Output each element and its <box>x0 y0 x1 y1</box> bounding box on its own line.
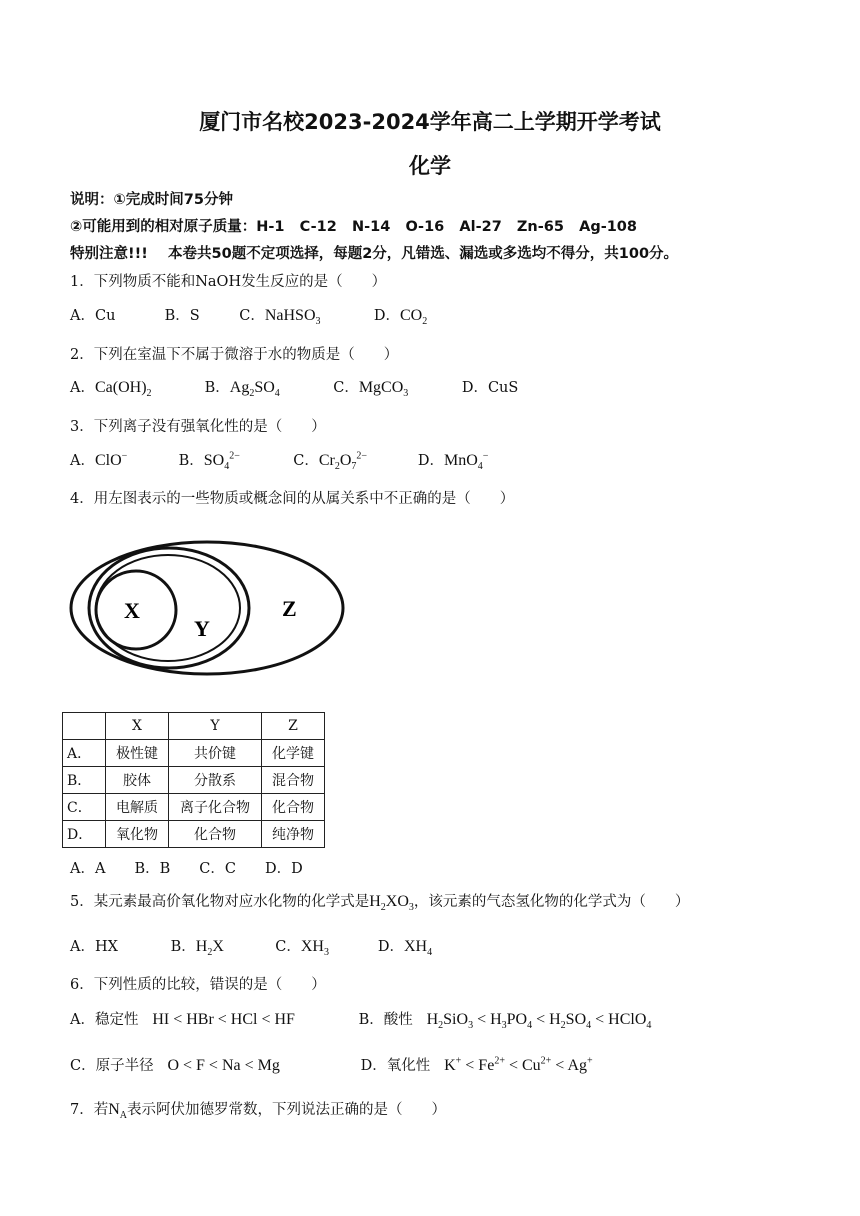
table-row <box>63 794 325 821</box>
table-cell: 胶体 <box>106 767 169 794</box>
table-cell: 离子化合物 <box>169 794 262 821</box>
table-cell: D． <box>63 821 106 848</box>
set-y-ellipse <box>89 548 249 668</box>
q1-option-b: B．S <box>164 308 200 324</box>
set-z-label: Z <box>282 596 297 621</box>
q5-option-a: A．HX <box>70 939 118 955</box>
q2-option-c: C．MgCO$_3$ <box>333 379 409 400</box>
table-row <box>63 821 325 848</box>
exam-title: 厦门市名校2023-2024学年高二上学期开学考试 <box>199 110 661 134</box>
table-cell: 氧化物 <box>106 821 169 848</box>
table-cell: C． <box>63 794 106 821</box>
table-cell <box>63 713 106 740</box>
question-3-stem: 3．下列离子没有强氧化性的是（ ） <box>70 419 326 435</box>
subject-title: 化学 <box>409 154 451 178</box>
q5-option-b: B．$H_2X$ <box>170 938 224 959</box>
table-cell: 共价键 <box>169 740 262 767</box>
q3-option-a: A．ClO− <box>70 450 128 469</box>
q3-option-c: C．$Cr_2O_7^{2-}$ <box>293 450 368 473</box>
question-4-options: A．A B．B C．C D．D <box>70 861 303 877</box>
q7-stem-start: 7．若 <box>70 1102 109 1118</box>
question-5-stem: 5．某元素最高价氧化物对应水化物的化学式是$H_2XO_3$，该元素的气态氢化物的化学式为（ ） <box>70 893 690 914</box>
note-atomic-mass: ②可能用到的相对原子质量：H-1 C-12 N-14 O-16 Al-27 Zn-65 Ag-108 <box>70 219 637 235</box>
set-z-ellipse <box>71 542 343 674</box>
question-1-stem: 1．下列物质不能和NaOH发生反应的是（ ） <box>70 274 387 290</box>
q1-option-c: C．NaHSO$_3$ <box>239 307 321 328</box>
question-6-stem: 6．下列性质的比较，错误的是（ ） <box>70 977 326 993</box>
q6-option-d: D．氧化性 $K^+ < Fe^{2+} < Cu^{2+} < Ag^+$ <box>360 1055 593 1074</box>
note-time: 说明：①完成时间75分钟 <box>70 192 233 208</box>
table-header-row <box>63 713 325 740</box>
table-cell: X <box>106 713 169 740</box>
question-2-stem: 2．下列在室温下不属于微溶于水的物质是（ ） <box>70 347 399 363</box>
table-cell: 纯净物 <box>262 821 325 848</box>
q3-option-d: D．MnO$_4$− <box>417 450 489 473</box>
q5-option-d: D．$XH_4$ <box>377 938 433 959</box>
table-cell: A． <box>63 740 106 767</box>
question-5-options <box>70 935 432 958</box>
q5-option-c: C．$XH_3$ <box>275 938 329 959</box>
table-row <box>63 740 325 767</box>
table-cell: 电解质 <box>106 794 169 821</box>
q1-option-d: D．$CO_2$ <box>373 307 428 328</box>
table-cell: 化学键 <box>262 740 325 767</box>
note-attention: 特别注意!!! 本卷共50题不定项选择，每题2分，凡错选、漏选或多选均不得分，共100分。 <box>70 246 679 262</box>
table-row <box>63 767 325 794</box>
table-cell: 化合物 <box>169 821 262 848</box>
question-1-options <box>70 304 427 327</box>
q5-stem-start: 5．某元素最高价氧化物对应水化物的化学式是 <box>70 894 370 910</box>
q6-option-c: C．原子半径 O < F < Na < Mg <box>70 1057 280 1074</box>
q2-option-b: B．$Ag_2SO_4$ <box>204 379 280 400</box>
question-7-stem: 7．若$N_A$表示阿伏加德罗常数，下列说法正确的是（ ） <box>70 1101 447 1122</box>
table-cell: Z <box>262 713 325 740</box>
set-x-label: X <box>124 598 140 623</box>
table-cell: 化合物 <box>262 794 325 821</box>
q6-option-a: A．稳定性 HI < HBr < HCl < HF <box>70 1011 295 1028</box>
table-cell: 极性键 <box>106 740 169 767</box>
question-6-options-ab <box>70 1008 651 1031</box>
question-4-stem: 4．用左图表示的一些物质或概念间的从属关系中不正确的是（ ） <box>70 491 515 507</box>
q2-option-d: D．CuS <box>461 380 519 396</box>
table-cell: 分散系 <box>169 767 262 794</box>
question-2-options <box>70 376 518 399</box>
set-y-label: Y <box>194 616 210 641</box>
q1-option-a: A．Cu <box>70 308 116 324</box>
q2-option-a: A．$Ca(OH)_2$ <box>70 379 152 400</box>
question-3-options <box>70 449 488 472</box>
classification-table <box>62 712 325 848</box>
q7-stem-end: 表示阿伏加德罗常数，下列说法正确的是（ ） <box>127 1102 447 1118</box>
question-6-options-cd <box>70 1054 593 1075</box>
table-cell: 混合物 <box>262 767 325 794</box>
table-cell: B． <box>63 767 106 794</box>
table-cell: Y <box>169 713 262 740</box>
nested-sets-diagram <box>64 536 354 686</box>
q3-option-b: B．$SO_4^{2-}$ <box>178 450 240 473</box>
q5-stem-end: ，该元素的气态氢化物的化学式为（ ） <box>413 894 690 910</box>
q6-option-b: B．酸性 $H_2SiO_3 < H_3PO_4 < H_2SO_4$ < HClO$_4$ <box>358 1011 652 1032</box>
